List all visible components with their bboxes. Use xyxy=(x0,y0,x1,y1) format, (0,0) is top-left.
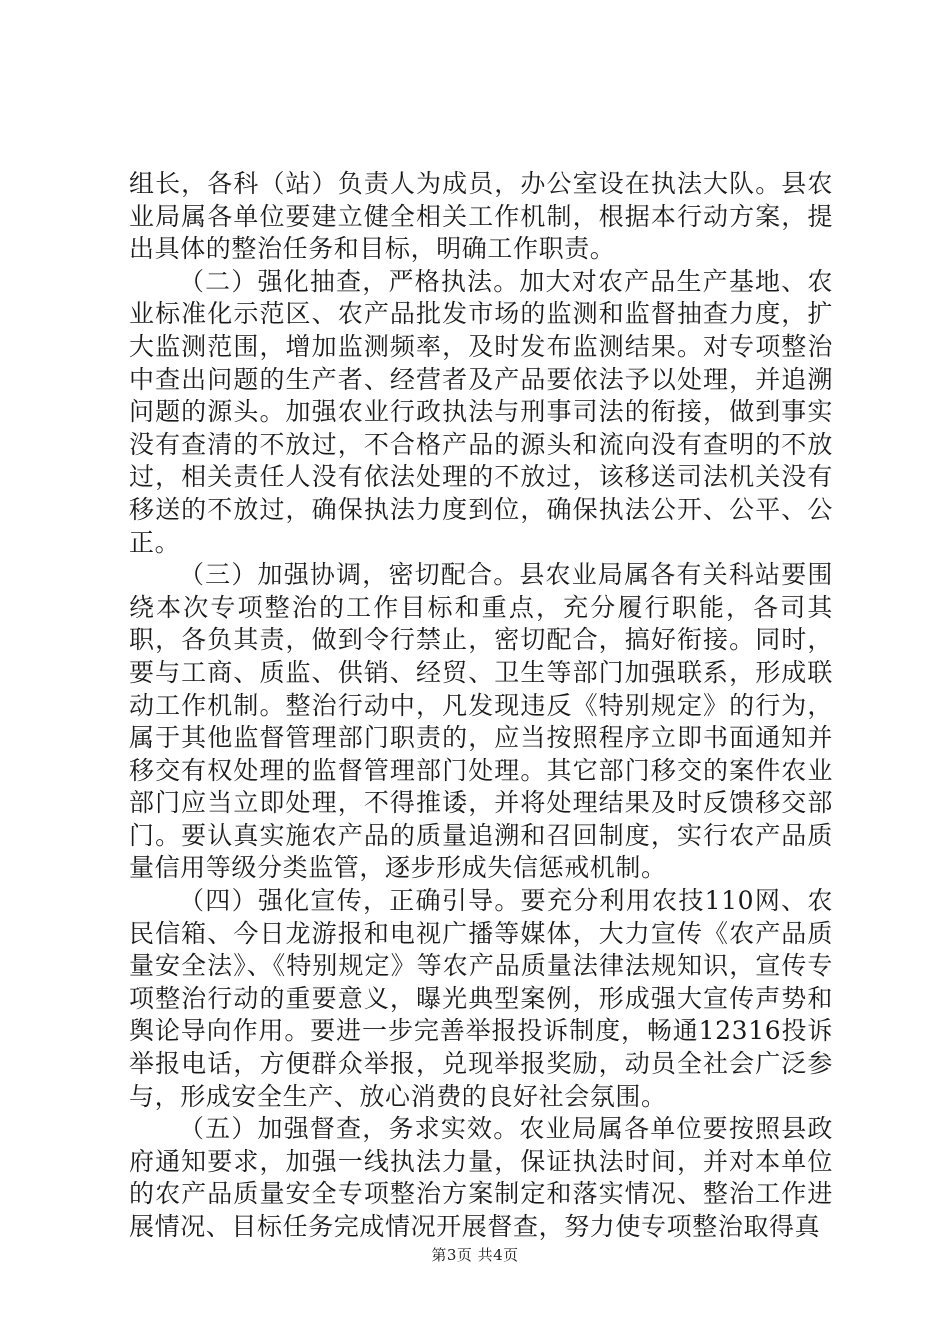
paragraph-section-4: （四）强化宣传，正确引导。要充分利用农技110网、农民信箱、今日龙游报和电视广播等媒体，大力宣传《农产品质量安全法》、《特别规定》等农产品质量法律法规知识，宣传专项整治行动的重要意义，曝光典型案例，形成强大宣传声势和舆论导向作用。要进一步完善举报投诉制度，畅通12316投诉举报电话，方便群众举报，兑现举报奖励，动员全社会广泛参与，形成安全生产、放心消费的良好社会氛围。 xyxy=(129,886,833,1111)
page-number-footer: 第3页 共4页 xyxy=(431,1246,519,1264)
paragraph-section-3: （三）加强协调，密切配合。县农业局属各有关科站要围绕本次专项整治的工作目标和重点，充分履行职能，各司其职，各负其责，做到令行禁止，密切配合，搞好衔接。同时，要与工商、质监、供销、经贸、卫生等部门加强联系，形成联动工作机制。整治行动中，凡发现违反《特别规定》的行为，属于其他监督管理部门职责的，应当按照程序立即书面通知并移交有权处理的监督管理部门处理。其它部门移交的案件农业部门应当立即处理，不得推诿，并将处理结果及时反馈移交部门。要认真实施农产品的质量追溯和召回制度，实行农产品质量信用等级分类监管，逐步形成失信惩戒机制。 xyxy=(129,560,833,883)
document-body xyxy=(129,168,833,1244)
paragraph-section-5: （五）加强督查，务求实效。农业局属各单位要按照县政府通知要求，加强一线执法力量，保证执法时间，并对本单位的农产品质量安全专项整治方案制定和落实情况、整治工作进展情况、目标任务完成情况开展督查，努力使专项整治取得真 xyxy=(129,1114,833,1241)
paragraph-section-2: （二）强化抽查，严格执法。加大对农产品生产基地、农业标准化示范区、农产品批发市场的监测和监督抽查力度，扩大监测范围，增加监测频率，及时发布监测结果。对专项整治中查出问题的生产者、经营者及产品要依法予以处理，并追溯问题的源头。加强农业行政执法与刑事司法的衔接，做到事实没有查清的不放过，不合格产品的源头和流向没有查明的不放过，相关责任人没有依法处理的不放过，该移送司法机关没有移送的不放过，确保执法力度到位，确保执法公开、公平、公正。 xyxy=(129,266,833,557)
paragraph-continuation: 组长，各科（站）负责人为成员，办公室设在执法大队。县农业局属各单位要建立健全相关工作机制，根据本行动方案，提出具体的整治任务和目标，明确工作职责。 xyxy=(129,169,833,264)
